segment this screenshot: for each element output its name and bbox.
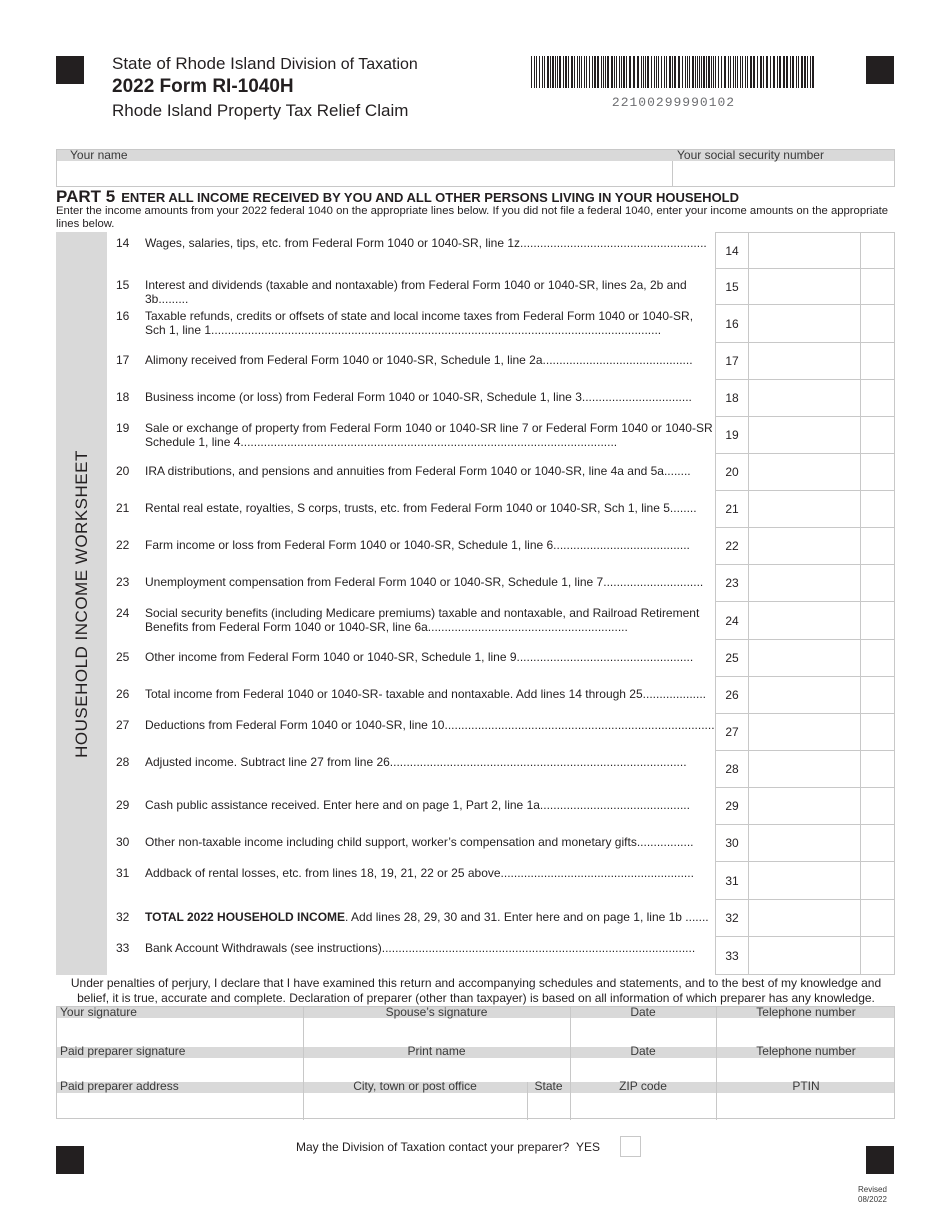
telephone-label-2: Telephone number: [756, 1044, 856, 1058]
part-heading: [56, 187, 739, 207]
line-20-amount-field[interactable]: [749, 454, 895, 491]
state-field[interactable]: [528, 1093, 570, 1118]
date-label-1: Date: [630, 1005, 656, 1019]
registration-mark-bottom-right: [866, 1146, 894, 1174]
line-number: 27: [116, 718, 130, 732]
contact-preparer-question: [296, 1140, 600, 1154]
line-31-row: [107, 862, 895, 900]
line-17-amount-field[interactable]: [749, 343, 895, 380]
line-33-row: [107, 937, 895, 975]
income-lines: [107, 232, 895, 975]
print-name-field[interactable]: [304, 1058, 570, 1082]
line-23-row: [107, 565, 895, 602]
telephone-label-1: Telephone number: [756, 1005, 856, 1019]
line-14-row: [107, 232, 895, 269]
barcode: [531, 56, 816, 88]
line-number: 16: [116, 309, 130, 323]
line-29-row: [107, 788, 895, 825]
line-24-amount-field[interactable]: [749, 602, 895, 640]
line-22-amount-field[interactable]: [749, 528, 895, 565]
line-14-amount-field[interactable]: [749, 232, 895, 269]
line-32-amount-field[interactable]: [749, 900, 895, 937]
line-33-amount-field[interactable]: [749, 937, 895, 975]
ptin-field[interactable]: [717, 1093, 894, 1118]
line-30-amount-field[interactable]: [749, 825, 895, 862]
contact-question-text: May the Division of Taxation contact your preparer?: [296, 1140, 570, 1154]
line-number: 18: [116, 390, 130, 404]
spouse-signature-field[interactable]: [304, 1018, 570, 1047]
yes-label: YES: [575, 1140, 600, 1154]
line-box-number: 32: [715, 900, 749, 937]
line-description: Unemployment compensation from Federal Form 1040 or 1040-SR, Schedule 1, line 7..............................: [145, 575, 704, 589]
your-signature-label: Your signature: [60, 1005, 137, 1019]
line-28-row: [107, 751, 895, 788]
zip-field[interactable]: [571, 1093, 716, 1118]
line-25-row: [107, 640, 895, 677]
part-subtitle: ENTER ALL INCOME RECEIVED BY YOU AND ALL OTHER PERSONS LIVING IN YOUR HOUSEHOLD: [121, 190, 740, 205]
worksheet-sidebar-label: HOUSEHOLD INCOME WORKSHEET: [71, 449, 91, 758]
line-box-number: 16: [715, 305, 749, 343]
line-description: Total income from Federal 1040 or 1040-SR- taxable and nontaxable. Add lines 14 through 25...................: [145, 687, 706, 701]
line-description: IRA distributions, and pensions and annuities from Federal Form 1040 or 1040-SR, line 4a and 5a........: [145, 464, 691, 478]
line-30-row: [107, 825, 895, 862]
line-box-number: 25: [715, 640, 749, 677]
preparer-signature-field[interactable]: [57, 1058, 303, 1082]
revised-label: Revised: [858, 1185, 887, 1194]
spouse-signature-label: Spouse’s signature: [385, 1005, 488, 1019]
line-description: Rental real estate, royalties, S corps, trusts, etc. from Federal Form 1040 or 1040-SR, Sch 1, line 5........: [145, 501, 697, 515]
line-box-number: 29: [715, 788, 749, 825]
line-number: 30: [116, 835, 130, 849]
line-description: Wages, salaries, tips, etc. from Federal Form 1040 or 1040-SR, line 1z........................................................: [145, 236, 707, 250]
line-18-amount-field[interactable]: [749, 380, 895, 417]
state-name: State of Rhode Island: [112, 54, 276, 73]
line-23-amount-field[interactable]: [749, 565, 895, 602]
line-number: 33: [116, 941, 130, 955]
line-number: 28: [116, 755, 130, 769]
line-box-number: 15: [715, 269, 749, 305]
line-box-number: 21: [715, 491, 749, 528]
agency-line: [112, 54, 418, 74]
line-29-amount-field[interactable]: [749, 788, 895, 825]
revision-note: [858, 1185, 887, 1205]
line-box-number: 33: [715, 937, 749, 975]
line-17-row: [107, 343, 895, 380]
line-22-row: [107, 528, 895, 565]
line-27-amount-field[interactable]: [749, 714, 895, 751]
line-number: 20: [116, 464, 130, 478]
state-label: State: [534, 1079, 563, 1093]
line-26-row: [107, 677, 895, 714]
preparer-address-field[interactable]: [57, 1093, 303, 1118]
line-number: 24: [116, 606, 130, 620]
line-number: 26: [116, 687, 130, 701]
yes-checkbox[interactable]: [620, 1136, 641, 1157]
your-signature-field[interactable]: [57, 1018, 303, 1047]
date-label-2: Date: [630, 1044, 656, 1058]
preparer-address-label: Paid preparer address: [60, 1079, 179, 1093]
line-18-row: [107, 380, 895, 417]
line-description: Taxable refunds, credits or offsets of state and local income taxes from Federal Form 1040 or 1040-SR, Sch 1, line 1.......................................................................................................................................: [145, 309, 694, 337]
line-number: 32: [116, 910, 130, 924]
line-16-amount-field[interactable]: [749, 305, 895, 343]
line-number: 25: [116, 650, 130, 664]
line-21-amount-field[interactable]: [749, 491, 895, 528]
line-description: Other income from Federal Form 1040 or 1040-SR, Schedule 1, line 9.....................................................: [145, 650, 694, 664]
line-16-row: [107, 305, 895, 343]
line-description-rest: . Add lines 28, 29, 30 and 31. Enter here and on page 1, line 1b .......: [345, 910, 709, 924]
line-19-row: [107, 417, 895, 454]
line-description: Cash public assistance received. Enter here and on page 1, Part 2, line 1a.............................................: [145, 798, 690, 812]
line-description: Alimony received from Federal Form 1040 or 1040-SR, Schedule 1, line 2a.............................................: [145, 353, 693, 367]
form-subtitle: Rhode Island Property Tax Relief Claim: [112, 101, 409, 120]
line-number: 14: [116, 236, 130, 250]
registration-mark-bottom-left: [56, 1146, 84, 1174]
line-31-amount-field[interactable]: [749, 862, 895, 900]
line-description: Interest and dividends (taxable and nontaxable) from Federal Form 1040 or 1040-SR, lines 2a, 2b and 3b.........: [145, 278, 687, 306]
line-box-number: 26: [715, 677, 749, 714]
city-label: City, town or post office: [353, 1079, 477, 1093]
line-description: Social security benefits (including Medicare premiums) taxable and nontaxable, and Railroad Retirement Benefits from Federal Form 1040 or 1040-SR, line 6a............................................................: [145, 606, 700, 634]
line-26-amount-field[interactable]: [749, 677, 895, 714]
line-description: Sale or exchange of property from Federal Form 1040 or 1040-SR line 7 or Federal Form 1040 or 1040-SR Schedule 1, line 4.................................................................................................................: [145, 421, 713, 449]
line-description: Deductions from Federal Form 1040 or 1040-SR, line 10.................................................................................: [145, 718, 715, 732]
name-field[interactable]: [57, 161, 672, 186]
line-number: 21: [116, 501, 130, 515]
registration-mark-top-left: [56, 56, 84, 84]
line-box-number: 22: [715, 528, 749, 565]
line-28-amount-field[interactable]: [749, 751, 895, 788]
line-27-row: [107, 714, 895, 751]
date-field-1[interactable]: [571, 1018, 716, 1047]
line-box-number: 30: [715, 825, 749, 862]
ssn-field[interactable]: [673, 161, 894, 186]
line-description: Adjusted income. Subtract line 27 from line 26.........................................................................................: [145, 755, 687, 769]
line-description: Business income (or loss) from Federal Form 1040 or 1040-SR, Schedule 1, line 3.................................: [145, 390, 692, 404]
part-title: PART 5: [56, 187, 116, 206]
division-name: Division of Taxation: [280, 56, 418, 73]
line-description-bold: TOTAL 2022 HOUSEHOLD INCOME: [145, 910, 346, 924]
line-25-amount-field[interactable]: [749, 640, 895, 677]
ptin-label: PTIN: [792, 1079, 820, 1093]
line-number: 22: [116, 538, 130, 552]
line-number: 19: [116, 421, 130, 435]
ssn-label: Your social security number: [677, 148, 824, 162]
date-field-2[interactable]: [571, 1058, 716, 1082]
line-box-number: 20: [715, 454, 749, 491]
line-24-row: [107, 602, 895, 640]
line-description: Bank Account Withdrawals (see instructions)..............................................................................................: [145, 941, 696, 955]
name-label: Your name: [70, 148, 128, 162]
name-ssn-box: [56, 149, 895, 187]
line-19-amount-field[interactable]: [749, 417, 895, 454]
telephone-field-2[interactable]: [717, 1058, 894, 1082]
barcode-number: 22100299990102: [611, 95, 736, 110]
line-box-number: 14: [715, 232, 749, 269]
line-box-number: 17: [715, 343, 749, 380]
line-number: 23: [116, 575, 130, 589]
line-box-number: 24: [715, 602, 749, 640]
city-field[interactable]: [304, 1093, 527, 1118]
line-box-number: 19: [715, 417, 749, 454]
line-box-number: 27: [715, 714, 749, 751]
registration-mark-top-right: [866, 56, 894, 84]
signature-block: [56, 1006, 895, 1119]
telephone-field-1[interactable]: [717, 1018, 894, 1047]
zip-label: ZIP code: [619, 1079, 667, 1093]
line-box-number: 28: [715, 751, 749, 788]
line-box-number: 23: [715, 565, 749, 602]
preparer-signature-label: Paid preparer signature: [60, 1044, 186, 1058]
form-title: 2022 Form RI-1040H: [112, 76, 294, 97]
line-20-row: [107, 454, 895, 491]
line-box-number: 31: [715, 862, 749, 900]
line-description: Other non-taxable income including child support, worker’s compensation and monetary gifts.................: [145, 835, 694, 849]
revised-date: 08/2022: [858, 1195, 887, 1204]
print-name-label: Print name: [407, 1044, 466, 1058]
line-number: 15: [116, 278, 130, 292]
line-description: [145, 910, 715, 924]
line-description: Farm income or loss from Federal Form 1040 or 1040-SR, Schedule 1, line 6.........................................: [145, 538, 690, 552]
line-number: 31: [116, 866, 130, 880]
line-box-number: 18: [715, 380, 749, 417]
line-description: Addback of rental losses, etc. from lines 18, 19, 21, 22 or 25 above..........................................................: [145, 866, 694, 880]
line-number: 29: [116, 798, 130, 812]
line-21-row: [107, 491, 895, 528]
line-15-row: [107, 269, 895, 305]
perjury-statement: Under penalties of perjury, I declare that I have examined this return and accompanying schedules and statements, and to the best of my knowledge and belief, it is true, accurate and complete. Declaration of preparer (other than taxpayer) is based on all information of which preparer has any knowledge.: [70, 976, 882, 1005]
line-32-row: [107, 900, 895, 937]
part-description: Enter the income amounts from your 2022 federal 1040 on the appropriate lines below. If you did not file a federal 1040, enter your income amounts on the appropriate lines below.: [56, 205, 889, 230]
line-number: 17: [116, 353, 130, 367]
line-15-amount-field[interactable]: [749, 269, 895, 305]
